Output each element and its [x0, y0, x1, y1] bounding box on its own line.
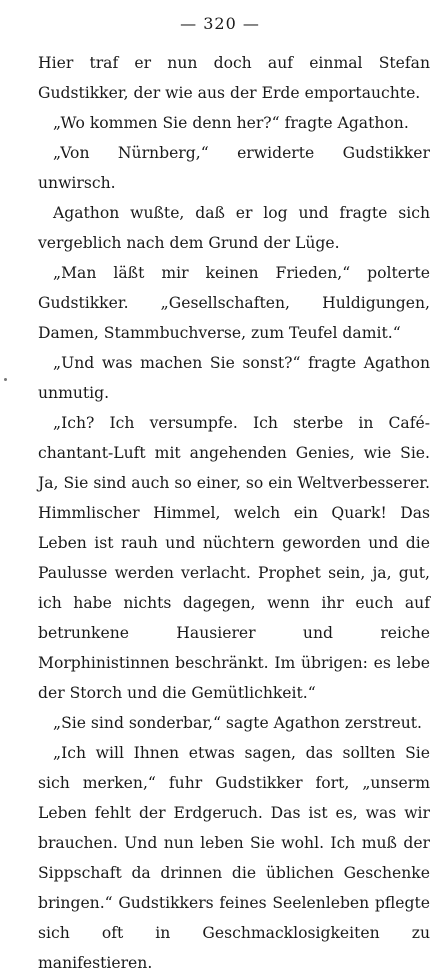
paragraph-7: „Ich? Ich versumpfe. Ich sterbe in Café-chantant-Luft mit angehenden Genies, wie Sie. Ja, Sie sind auch so einer, so ein Weltverbesserer. Himmlischer Himmel, welch ein Quark! Das Leben ist rauh und nüchtern geworden und die Paulusse werden verlacht. Prophet sein, ja, gut, ich habe nichts dagegen, wenn ihr euch auf betrunkene Hausierer und reiche Morphinistinnen beschränkt. Im übrigen: es lebe der Storch und die Gemütlichkeit.“: [38, 414, 430, 702]
paragraph-3: „Von Nürnberg,“ erwiderte Gudstikker unwirsch.: [38, 144, 430, 192]
paragraph-2: „Wo kommen Sie denn her?“ fragte Agathon.: [53, 114, 409, 132]
paragraph-8: „Sie sind sonderbar,“ sagte Agathon zerstreut.: [53, 714, 422, 732]
scan-speck: [4, 378, 7, 381]
body-text: [38, 48, 430, 978]
paragraph-4: Agathon wußte, daß er log und fragte sich vergeblich nach dem Grund der Lüge.: [38, 204, 430, 252]
paragraph-6: „Und was machen Sie sonst?“ fragte Agathon unmutig.: [38, 354, 430, 402]
paragraph-1: Hier traf er nun doch auf einmal Stefan Gudstikker, der wie aus der Erde emportauchte.: [38, 54, 430, 102]
paragraph-5: „Man läßt mir keinen Frieden,“ polterte Gudstikker. „Gesellschaften, Huldigungen, Damen, Stammbuchverse, zum Teufel damit.“: [38, 264, 430, 342]
page-number-header: — 320 —: [180, 14, 260, 33]
paragraph-9: „Ich will Ihnen etwas sagen, das sollten Sie sich merken,“ fuhr Gudstikker fort, „unserm Leben fehlt der Erdgeruch. Das ist es, was wir brauchen. Und nun leben Sie wohl. Ich muß der Sippschaft da drinnen die üblichen Geschenke bringen.“ Gudstikkers feines Seelenleben pflegte sich oft in Geschmacklosigkeiten zu manifestieren.: [38, 744, 430, 972]
